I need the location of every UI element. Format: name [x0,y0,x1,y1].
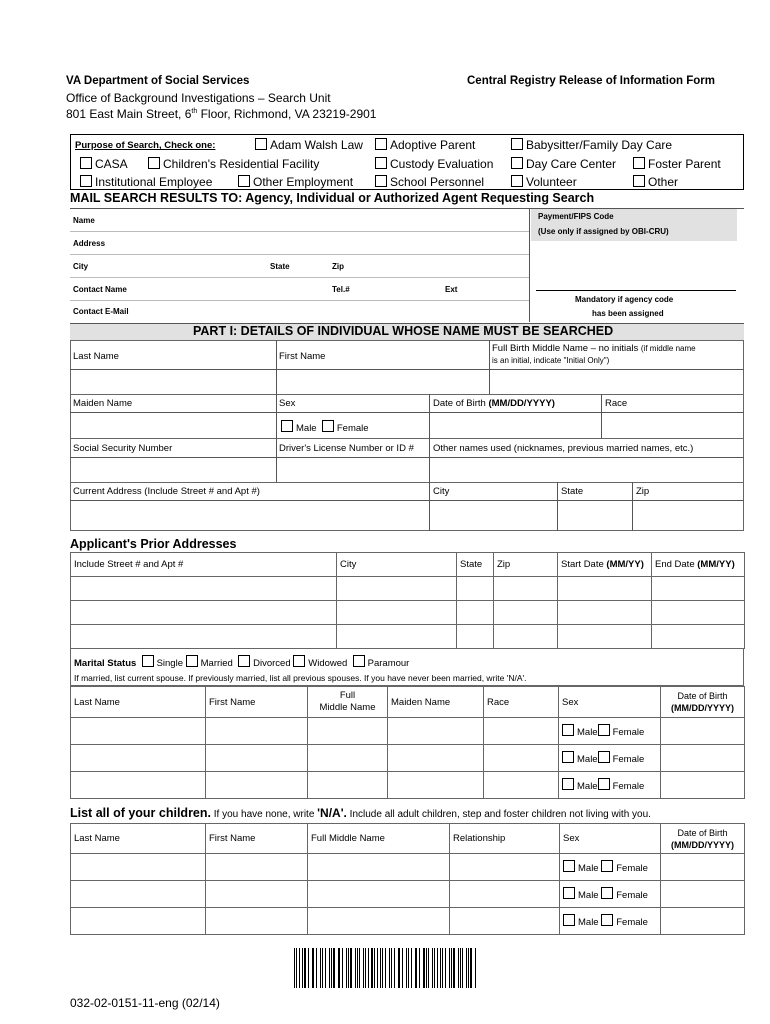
barcode-bar [394,948,395,988]
barcode-bar [411,948,412,988]
female-checkbox[interactable] [601,914,613,926]
barcode-bar [426,948,427,988]
barcode-bar [312,948,313,988]
male-checkbox[interactable] [563,887,575,899]
barcode-bar [320,948,321,988]
purpose-option-residential[interactable]: Children's Residential Facility [148,157,319,171]
male-checkbox[interactable] [563,914,575,926]
barcode-bar [313,948,314,988]
barcode-bar [365,948,366,988]
barcode-bar [299,948,300,988]
female-checkbox[interactable] [601,860,613,872]
checkbox[interactable] [375,138,387,150]
checkbox[interactable] [80,175,92,187]
ssn-label: Social Security Number [73,443,173,454]
barcode [294,948,476,988]
barcode-bar [458,948,459,988]
table-row: Male Female [71,772,745,799]
purpose-option-adam-walsh[interactable]: Adam Walsh Law [255,138,363,152]
barcode-bar [445,948,446,988]
married-checkbox[interactable] [186,655,198,667]
spouse-dob-header: Date of Birth (MM/DD/YYYY) [661,687,745,718]
barcode-bar [398,948,399,988]
barcode-bar [391,948,392,988]
spouse-first-header: First Name [206,687,308,718]
barcode-bar [377,948,378,988]
checkbox[interactable] [255,138,267,150]
barcode-bar [453,948,455,988]
barcode-bar [329,948,330,988]
barcode-bar [357,948,358,988]
table-row: Male Female [71,881,745,908]
race-label: Race [605,398,628,409]
spouse-sex-header: Sex [559,687,661,718]
single-checkbox[interactable] [142,655,154,667]
mail-name-label: Name [73,216,95,225]
purpose-label: Purpose of Search, Check one: [75,140,216,151]
barcode-bar [470,948,471,988]
male-checkbox[interactable] [562,751,574,763]
mail-state-label: State [270,262,290,271]
prior-street-header: Include Street # and Apt # [71,553,337,577]
barcode-bar [385,948,386,988]
checkbox[interactable] [511,157,523,169]
barcode-bar [423,948,425,988]
table-row: Male Female [71,745,745,772]
barcode-bar [451,948,452,988]
mandatory-note-2: has been assigned [592,309,664,318]
purpose-option-other-employment[interactable]: Other Employment [238,175,353,189]
office-address: 801 East Main Street, 6th Floor, Richmond, VA 23219-2901 [66,107,377,121]
barcode-bar [294,948,295,988]
marital-note: If married, list current spouse. If previously married, list all previous spouses. If you have never been married, write 'N/A'. [74,673,527,683]
sex-label: Sex [279,398,296,409]
checkbox[interactable] [80,157,92,169]
barcode-bar [368,948,369,988]
barcode-bar [408,948,409,988]
divorced-checkbox[interactable] [238,655,250,667]
purpose-option-volunteer[interactable]: Volunteer [511,175,577,189]
checkbox[interactable] [375,157,387,169]
dob-label: Date of Birth (MM/DD/YYYY) [433,398,555,409]
barcode-bar [339,948,340,988]
purpose-option-day-care[interactable]: Day Care Center [511,157,616,171]
prior-city-header: City [337,553,457,577]
checkbox[interactable] [633,157,645,169]
payment-label: Payment/FIPS Code [538,212,614,221]
form-number: 032-02-0151-11-eng (02/14) [70,996,220,1010]
female-checkbox[interactable] [322,420,334,432]
children-table [70,823,745,935]
mail-contact-name-label: Contact Name [73,285,127,294]
barcode-bar [416,948,417,988]
purpose-option-other[interactable]: Other [633,175,678,189]
purpose-option-custody[interactable]: Custody Evaluation [375,157,493,171]
checkbox[interactable] [148,157,160,169]
table-row: Male Female [71,854,745,881]
barcode-bar [359,948,360,988]
birth-middle-note: is an initial, indicate "Initial Only") [492,356,610,365]
table-row [71,625,745,649]
barcode-bar [304,948,306,988]
male-checkbox[interactable] [281,420,293,432]
spouse-last-header: Last Name [71,687,206,718]
mail-heading: MAIL SEARCH RESULTS TO: Agency, Individual or Authorized Agent Requesting Search [70,191,595,205]
paramour-checkbox[interactable] [353,655,365,667]
current-address-label: Current Address (Include Street # and Apt #) [73,486,260,497]
mail-email-label: Contact E-Mail [73,307,129,316]
checkbox[interactable] [511,138,523,150]
checkbox[interactable] [511,175,523,187]
barcode-bar [432,948,433,988]
table-row [71,577,745,601]
purpose-option-foster[interactable]: Foster Parent [633,157,721,171]
barcode-bar [302,948,303,988]
barcode-bar [442,948,443,988]
barcode-bar [402,948,404,988]
mail-zip-label: Zip [332,262,344,271]
barcode-bar [346,948,347,988]
first-name-label: First Name [279,351,326,362]
barcode-bar [342,948,343,988]
checkbox[interactable] [375,175,387,187]
barcode-bar [322,948,323,988]
female-checkbox[interactable] [601,887,613,899]
marital-status-row: Marital Status Single Married Divorced Widowed Paramour [74,655,409,669]
spouse-race-header: Race [484,687,559,718]
barcode-bar [466,948,467,988]
barcode-bar [462,948,463,988]
form-title: Central Registry Release of Information Form [467,75,715,87]
barcode-bar [428,948,429,988]
barcode-bar [333,948,334,988]
spouse-maiden-header: Maiden Name [388,687,484,718]
office-name: Office of Background Investigations – Search Unit [66,91,331,105]
barcode-bar [350,948,352,988]
barcode-bar [460,948,461,988]
purpose-option-institutional[interactable]: Institutional Employee [80,175,212,189]
table-row: Male Female [71,718,745,745]
mandatory-note-1: Mandatory if agency code [575,295,674,304]
child-middle-header: Full Middle Name [308,824,450,854]
purpose-option-adoptive[interactable]: Adoptive Parent [375,138,475,152]
mail-address-label: Address [73,239,106,248]
barcode-bar [331,948,332,988]
child-sex-header: Sex [560,824,661,854]
purpose-option-babysitter[interactable]: Babysitter/Family Day Care [511,138,672,152]
prior-zip-header: Zip [494,553,558,577]
barcode-bar [325,948,327,988]
part1-heading: PART I: DETAILS OF INDIVIDUAL WHOSE NAME MUST BE SEARCHED [193,324,614,338]
mail-ext-label: Ext [445,285,458,294]
barcode-bar [380,948,381,988]
mail-city-label: City [73,262,89,271]
children-heading: List all of your children. If you have none, write 'N/A'. Include all adult children, step and foster children not living with you. [70,806,651,820]
mail-tel-label: Tel.# [332,285,350,294]
barcode-bar [308,948,309,988]
barcode-bar [355,948,356,988]
barcode-bar [419,948,420,988]
dl-label: Driver's License Number or ID # [279,443,414,454]
prior-start-header: Start Date (MM/YY) [558,553,652,577]
male-checkbox[interactable] [563,860,575,872]
last-name-label: Last Name [73,351,119,362]
payment-note: (Use only if assigned by OBI-CRU) [538,227,669,236]
maiden-name-label: Maiden Name [73,398,133,409]
barcode-bar [437,948,438,988]
barcode-bar [406,948,407,988]
table-row: Male Female [71,908,745,935]
purpose-option-school[interactable]: School Personnel [375,175,484,189]
sex-checkboxes: Male Female [281,420,369,434]
barcode-bar [382,948,383,988]
female-checkbox[interactable] [598,778,610,790]
barcode-bar [296,948,297,988]
barcode-bar [348,948,349,988]
purpose-option-casa[interactable]: CASA [80,157,128,171]
barcode-bar [363,948,364,988]
prior-heading: Applicant's Prior Addresses [70,537,237,551]
prior-addresses-table [70,552,745,649]
barcode-bar [389,948,390,988]
birth-middle-label: Full Birth Middle Name – no initials (if middle name [492,343,696,354]
barcode-bar [371,948,373,988]
checkbox[interactable] [238,175,250,187]
current-zip-label: Zip [636,486,650,497]
current-city-label: City [433,486,450,497]
barcode-bar [449,948,450,988]
table-row [71,601,745,625]
barcode-bar [468,948,469,988]
female-checkbox[interactable] [598,724,610,736]
barcode-bar [475,948,476,988]
child-last-header: Last Name [71,824,206,854]
barcode-bar [440,948,441,988]
current-state-label: State [561,486,584,497]
spouse-middle-header: Full Middle Name [308,687,388,718]
prior-state-header: State [457,553,494,577]
female-checkbox[interactable] [598,751,610,763]
prior-end-header: End Date (MM/YY) [652,553,745,577]
barcode-bar [338,948,339,988]
widowed-checkbox[interactable] [293,655,305,667]
child-dob-header: Date of Birth (MM/DD/YYYY) [661,824,745,854]
checkbox[interactable] [633,175,645,187]
barcode-bar [415,948,416,988]
barcode-bar [434,948,435,988]
child-first-header: First Name [206,824,308,854]
barcode-bar [316,948,317,988]
barcode-bar [399,948,400,988]
male-checkbox[interactable] [562,778,574,790]
spouse-table [70,686,745,799]
child-relationship-header: Relationship [450,824,560,854]
agency-name: VA Department of Social Services [66,75,250,87]
barcode-bar [374,948,375,988]
male-checkbox[interactable] [562,724,574,736]
other-names-label: Other names used (nicknames, previous married names, etc.) [433,443,694,454]
